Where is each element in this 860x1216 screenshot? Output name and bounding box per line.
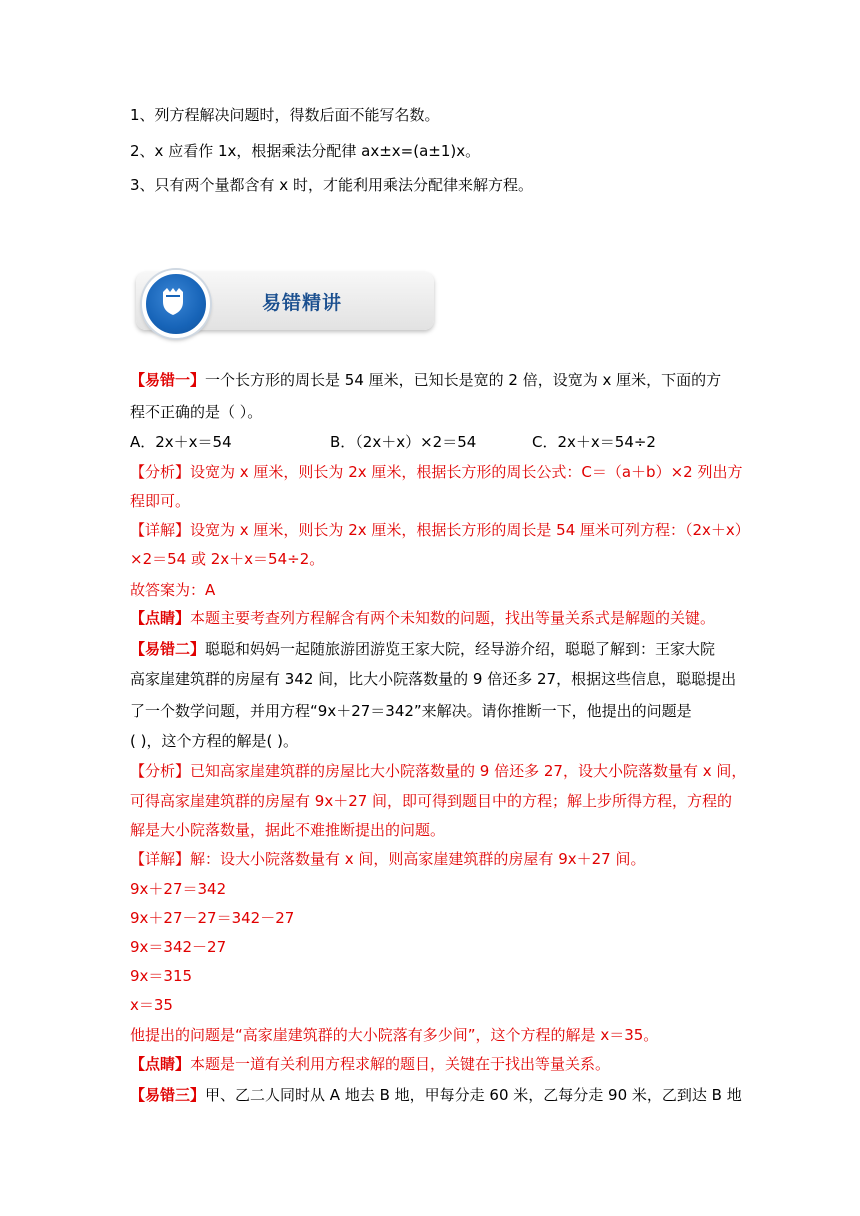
err1-question-line1 [130, 369, 721, 391]
err1-analysis1: 设宽为 x 厘米，则长为 2x 厘米，根据长方形的周长公式：C＝（a＋b）×2 列出方 [190, 463, 743, 481]
err1-detail-tag: 【详解】 [130, 521, 191, 539]
err1-q2: 程不正确的是（ ）。 [130, 403, 263, 421]
err1-detail1: 设宽为 x 厘米，则长为 2x 厘米，根据长方形的周长是 54 厘米可列方程：（2x＋x） [190, 521, 750, 539]
err2-tag: 【易错二】 [130, 640, 206, 658]
err2-detail1: 解：设大小院落数量有 x 间，则高家崖建筑群的房屋有 9x＋27 间。 [190, 850, 646, 868]
err3-tag: 【易错三】 [130, 1086, 206, 1104]
err2-q2: 高家崖建筑群的房屋有 342 间，比大小院落数量的 9 倍还多 27，根据这些信息，聪聪提出 [130, 670, 737, 688]
err2-analysis3: 解是大小院落数量，据此不难推断提出的问题。 [130, 821, 446, 839]
err2-detail-tag: 【详解】 [130, 850, 191, 868]
err1-point: 本题主要考查列方程解含有两个未知数的问题，找出等量关系式是解题的关键。 [190, 609, 716, 627]
err1-detail-line1 [130, 519, 750, 541]
err1-tag: 【易错一】 [130, 371, 206, 389]
err1-detail2: ×2＝54 或 2x＋x＝54÷2。 [130, 550, 325, 568]
err2-analysis1: 已知高家崖建筑群的房屋比大小院落数量的 9 倍还多 27，设大小院落数量有 x 间， [190, 762, 747, 780]
err2-step-5: x＝35 [130, 996, 173, 1014]
err1-analysis-line1 [130, 461, 742, 483]
shield-crown-icon [142, 270, 210, 338]
err1-analysis2: 程即可。 [130, 492, 191, 510]
err1-q1: 一个长方形的周长是 54 厘米，已知长是宽的 2 倍，设宽为 x 厘米，下面的方 [205, 371, 722, 389]
err1-point-line [130, 607, 715, 629]
err2-step-1: 9x＋27＝342 [130, 880, 227, 898]
err2-question-line1 [130, 638, 715, 660]
err1-opt-a: A．2x＋x＝54 [130, 433, 232, 451]
err2-conclusion: 他提出的问题是“高家崖建筑群的大小院落有多少间”，这个方程的解是 x＝35。 [130, 1026, 659, 1044]
err2-q3: 了一个数学问题，并用方程“9x＋27＝342”来解决。请你推断一下，他提出的问题是 [130, 702, 692, 720]
err2-point: 本题是一道有关利用方程求解的题目，关键在于找出等量关系。 [190, 1055, 611, 1073]
err2-step-4: 9x＝315 [130, 967, 193, 985]
err1-analysis-tag: 【分析】 [130, 463, 191, 481]
err1-opt-b: B．（2x＋x）×2＝54 [330, 433, 477, 451]
err3-q1: 甲、乙二人同时从 A 地去 B 地，甲每分走 60 米，乙每分走 90 米，乙到达 B 地 [205, 1086, 742, 1104]
err2-analysis2: 可得高家崖建筑群的房屋有 9x＋27 间，即可得到题目中的方程；解上步所得方程，方程的 [130, 792, 733, 810]
err2-point-line [130, 1053, 610, 1075]
err2-analysis-tag: 【分析】 [130, 762, 191, 780]
banner-title: 易错精讲 [262, 292, 343, 314]
note-2: 2、x 应看作 1x，根据乘法分配律 ax±x=(a±1)x。 [130, 142, 481, 160]
err3-question-line1 [130, 1084, 742, 1106]
err2-q4: ( )，这个方程的解是( )。 [130, 732, 298, 750]
err2-point-tag: 【点睛】 [130, 1055, 191, 1073]
err2-q1: 聪聪和妈妈一起随旅游团游览王家大院，经导游介绍，聪聪了解到：王家大院 [205, 640, 716, 658]
err1-opt-c: C．2x＋x＝54÷2 [532, 433, 656, 451]
err2-analysis-line1 [130, 760, 746, 782]
note-3: 3、只有两个量都含有 x 时，才能利用乘法分配律来解方程。 [130, 176, 533, 194]
err2-detail-line1 [130, 848, 645, 870]
err2-step-2: 9x＋27－27＝342－27 [130, 909, 295, 927]
err1-point-tag: 【点睛】 [130, 609, 191, 627]
err1-answer: 故答案为：A [130, 581, 216, 599]
err2-step-3: 9x＝342－27 [130, 938, 227, 956]
note-1: 1、列方程解决问题时，得数后面不能写名数。 [130, 106, 440, 124]
